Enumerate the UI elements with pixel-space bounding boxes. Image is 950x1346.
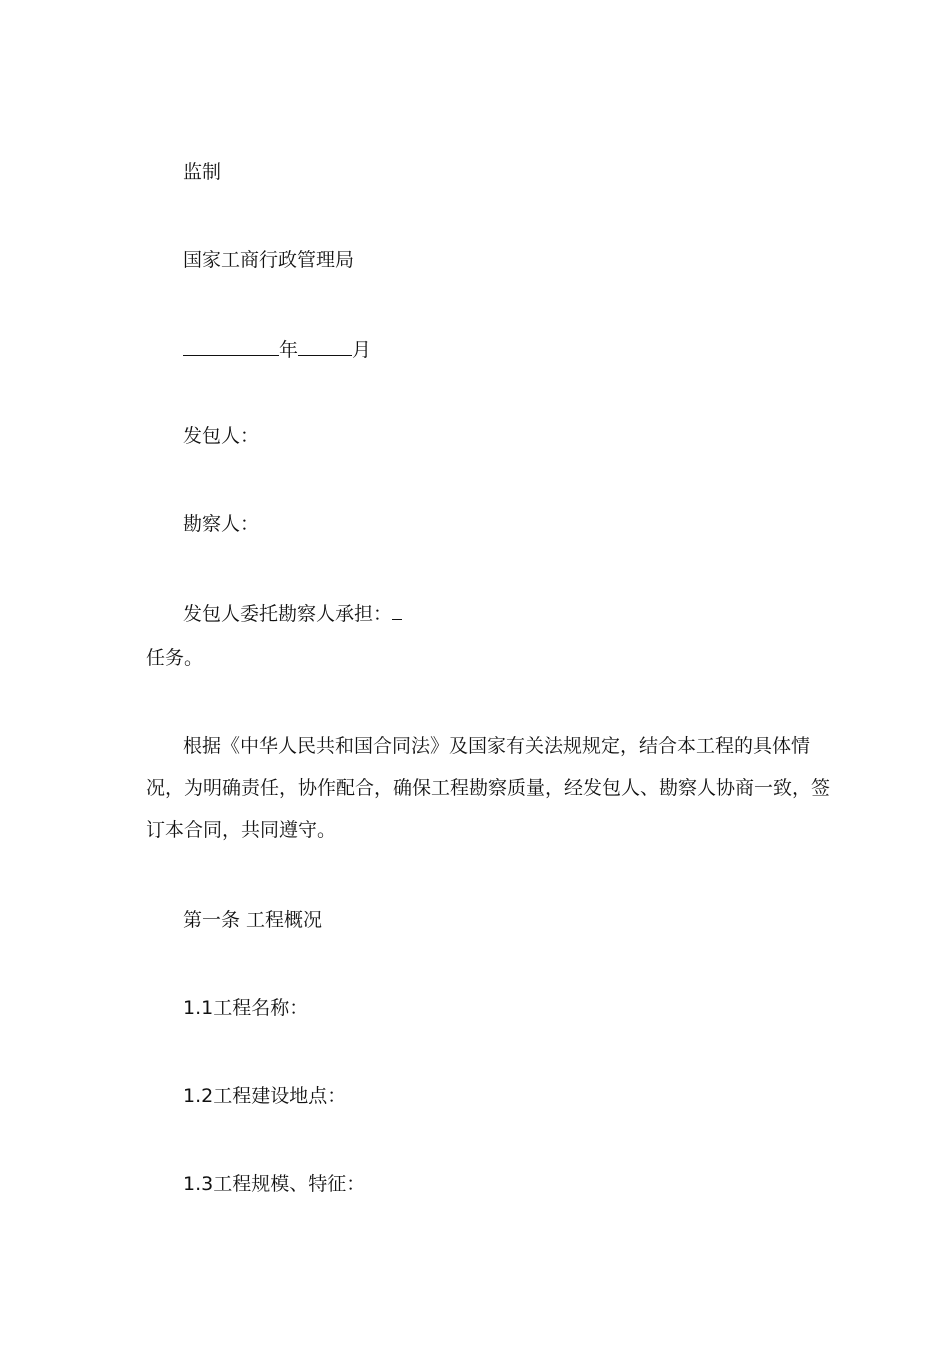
month-blank [298,336,352,356]
year-blank [183,336,279,356]
date-line [183,336,371,362]
preamble-line-2: 况，为明确责任，协作配合，确保工程勘察质量，经发包人、勘察人协商一致，签 [146,777,831,799]
year-label: 年 [279,339,299,361]
entrust-text: 发包人委托勘察人承担： [183,603,393,625]
authority-name: 国家工商行政管理局 [183,249,355,271]
entrust-continuation: 任务。 [146,647,204,669]
article-1-item-2: 1.2工程建设地点： [183,1085,347,1107]
preamble-line-3: 订本合同，共同遵守。 [146,819,337,841]
surveyor-label: 勘察人： [183,513,260,535]
month-label: 月 [352,339,372,361]
preamble-line-1: 根据《中华人民共和国合同法》及国家有关法规规定，结合本工程的具体情 [183,735,811,757]
article-1-title: 第一条 工程概况 [183,909,323,931]
employer-label: 发包人： [183,425,260,447]
entrust-line [183,600,402,626]
article-1-item-1: 1.1工程名称： [183,997,309,1019]
supervision-label: 监制 [183,161,222,183]
article-1-item-3: 1.3工程规模、特征： [183,1173,366,1195]
entrust-blank [392,600,402,620]
